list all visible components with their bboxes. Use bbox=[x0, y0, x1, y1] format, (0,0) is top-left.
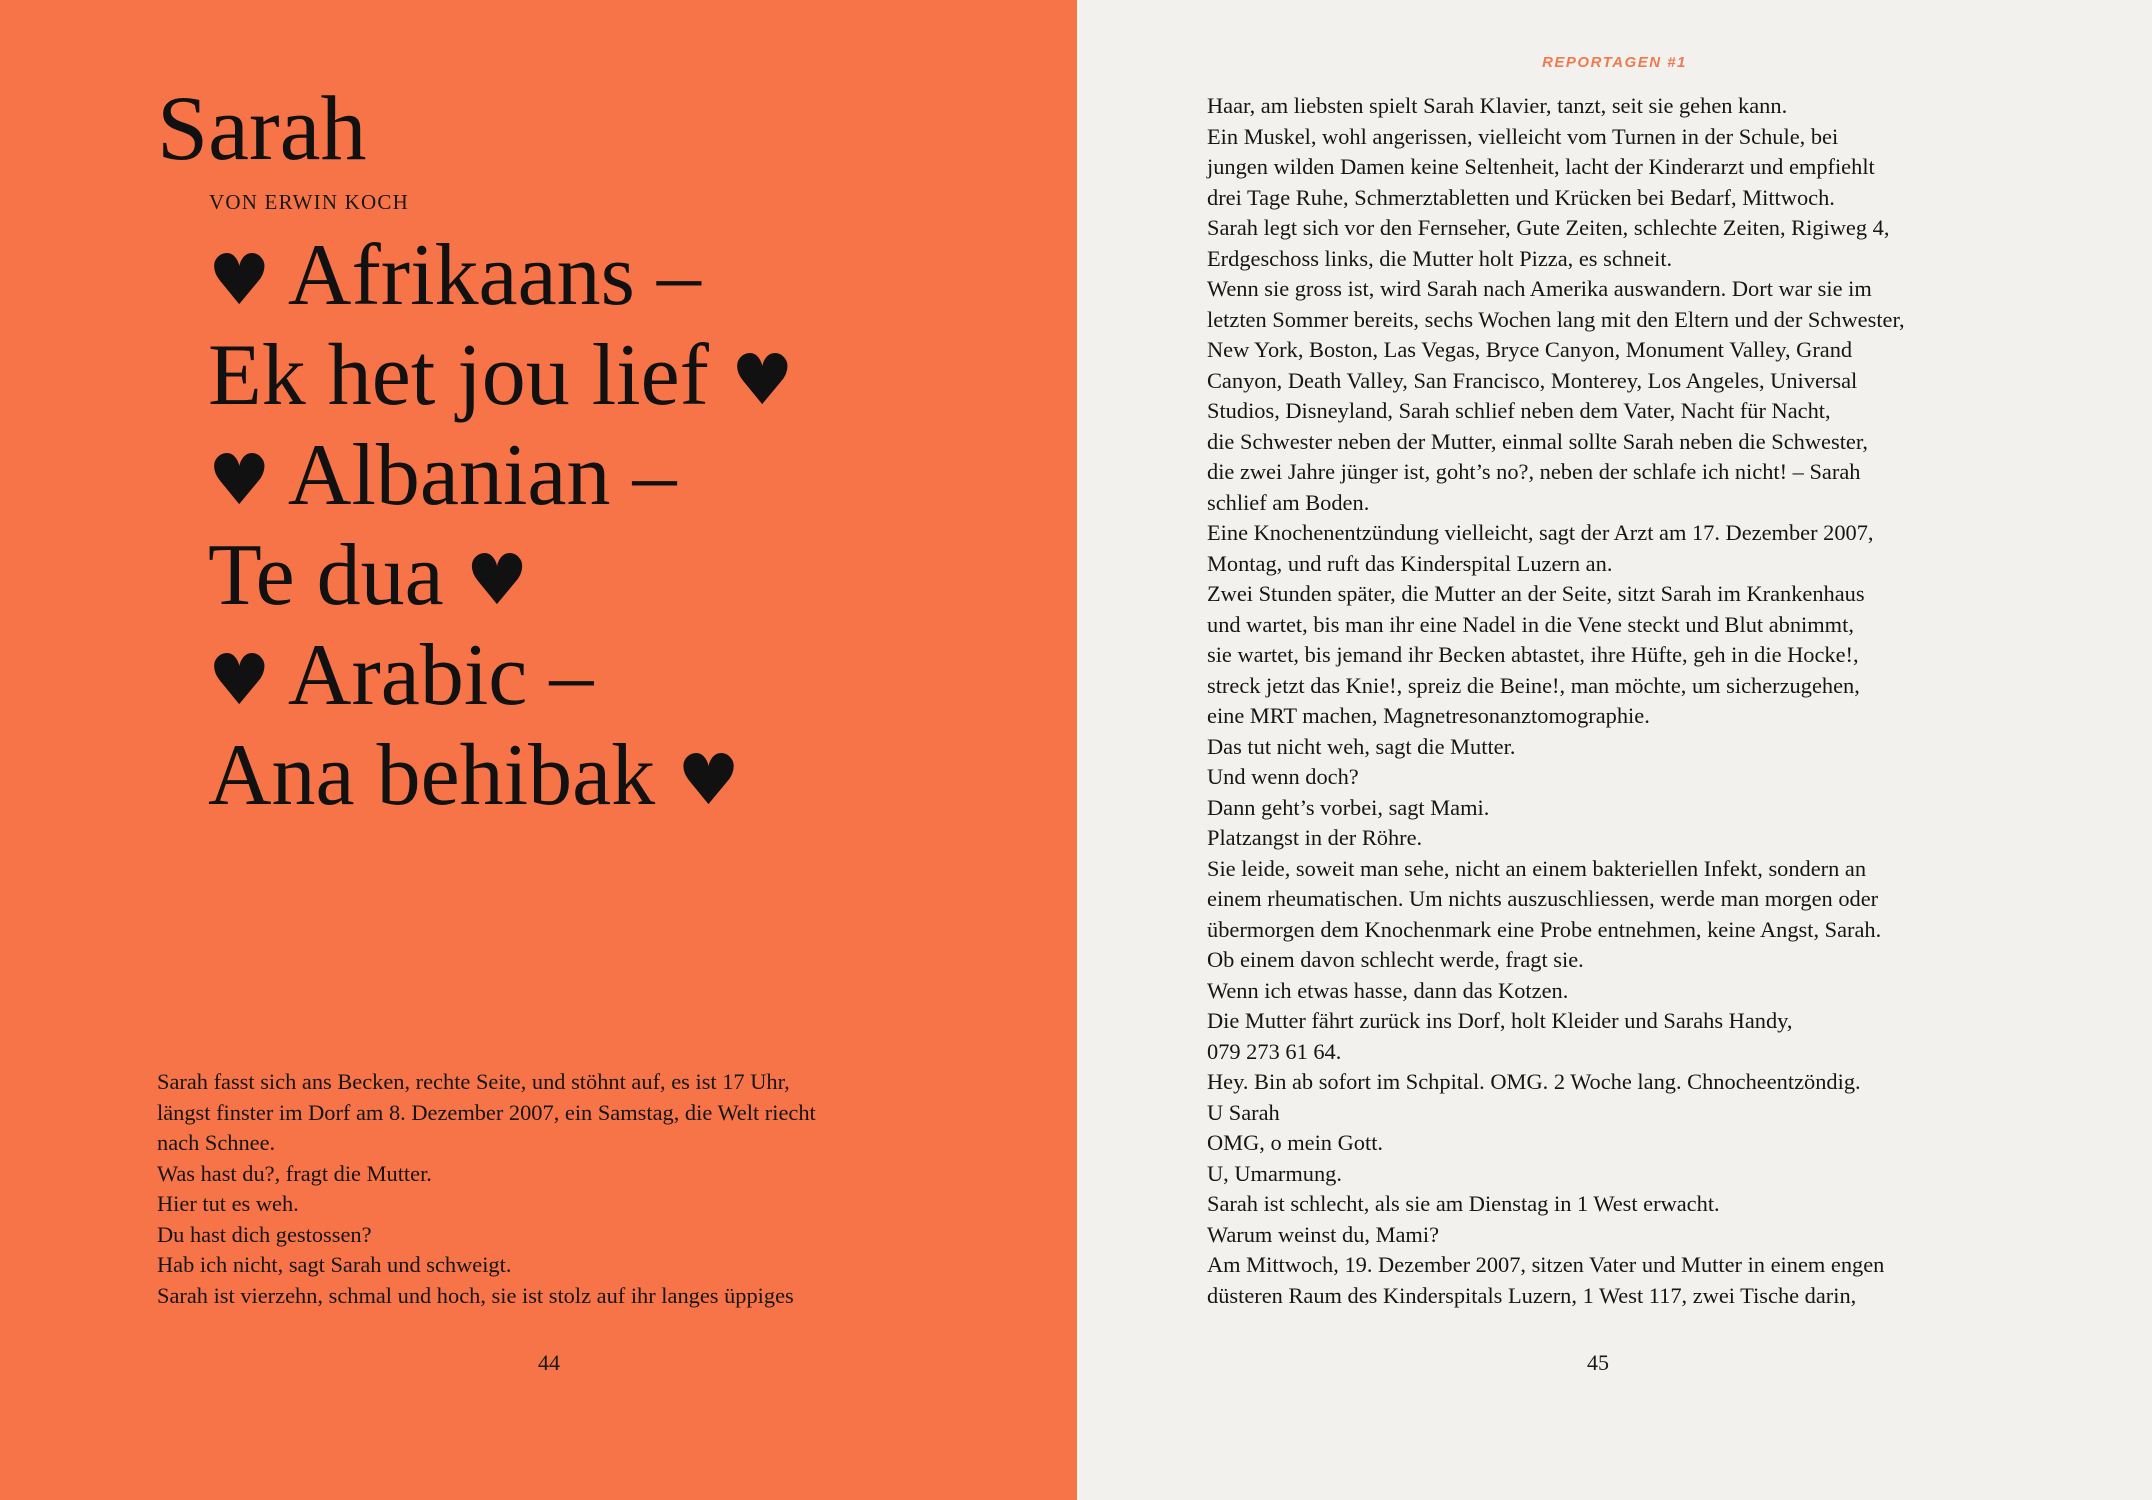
heart-icon: ♥ bbox=[677, 739, 740, 821]
text-line: Canyon, Death Valley, San Francisco, Monterey, Los Angeles, Universal bbox=[1207, 367, 1858, 393]
page-number-right: 45 bbox=[1587, 1350, 1609, 1375]
text-line: Sarah fasst sich ans Becken, rechte Seite, und stöhnt auf, es ist 17 Uhr, bbox=[157, 1069, 790, 1094]
text-line: düsteren Raum des Kinderspitals Luzern, 1 West 117, zwei Tische darin, bbox=[1207, 1282, 1857, 1308]
text-line: Was hast du?, fragt die Mutter. bbox=[157, 1160, 432, 1186]
body-text-left bbox=[157, 1067, 1037, 1311]
text-line: jungen wilden Damen keine Seltenheit, lacht der Kinderarzt und empfiehlt bbox=[1207, 154, 1875, 179]
text-line: sie wartet, bis jemand ihr Becken abtastet, ihre Hüfte, geh in die Hocke!, bbox=[1207, 642, 1859, 667]
heart-icon: ♥ bbox=[208, 439, 271, 521]
text-line: Warum weinst du, Mami? bbox=[1207, 1221, 1440, 1247]
love-line-text: Ek het jou lief bbox=[208, 327, 709, 424]
article-title: Sarah bbox=[157, 77, 367, 179]
text-line: Ein Muskel, wohl angerissen, vielleicht vom Turnen in der Schule, bei bbox=[1207, 123, 1839, 149]
text-line: U Sarah bbox=[1207, 1099, 1280, 1125]
text-line: Montag, und ruft das Kinderspital Luzern an. bbox=[1207, 550, 1613, 576]
text-line: Hier tut es weh. bbox=[157, 1191, 299, 1216]
text-line: Haar, am liebsten spielt Sarah Klavier, tanzt, seit sie gehen kann. bbox=[1207, 93, 1788, 118]
love-phrases bbox=[208, 228, 1068, 828]
text-line: die Schwester neben der Mutter, einmal sollte Sarah neben die Schwester, bbox=[1207, 428, 1869, 454]
text-line: Die Mutter fährt zurück ins Dorf, holt Kleider und Sarahs Handy, bbox=[1207, 1008, 1793, 1033]
text-line: längst finster im Dorf am 8. Dezember 2007, ein Samstag, die Welt riecht bbox=[157, 1099, 816, 1125]
text-line: Ob einem davon schlecht werde, fragt sie. bbox=[1207, 947, 1584, 972]
text-line: Hab ich nicht, sagt Sarah und schweigt. bbox=[157, 1252, 512, 1277]
text-line: drei Tage Ruhe, Schmerztabletten und Krücken bei Bedarf, Mittwoch. bbox=[1207, 184, 1835, 210]
heart-icon: ♥ bbox=[465, 539, 529, 621]
text-line: einem rheumatischen. Um nichts auszuschliessen, werde man morgen oder bbox=[1207, 886, 1879, 911]
text-line: U, Umarmung. bbox=[1207, 1160, 1342, 1186]
text-line: letzten Sommer bereits, sechs Wochen lang mit den Eltern und der Schwester, bbox=[1207, 306, 1905, 332]
love-line-text: Te dua bbox=[208, 527, 444, 624]
text-line: Das tut nicht weh, sagt die Mutter. bbox=[1207, 733, 1516, 759]
text-line: Sarah ist vierzehn, schmal und hoch, sie ist stolz auf ihr langes üppiges bbox=[157, 1282, 794, 1308]
text-line: Sarah ist schlecht, als sie am Dienstag in 1 West erwacht. bbox=[1207, 1191, 1720, 1216]
love-line-text: Afrikaans – bbox=[287, 227, 701, 324]
text-line: streck jetzt das Knie!, spreiz die Beine!, man möchte, um sicherzugehen, bbox=[1207, 672, 1860, 698]
love-line bbox=[208, 628, 1068, 728]
heart-icon: ♥ bbox=[208, 639, 271, 721]
heart-icon: ♥ bbox=[730, 339, 794, 421]
text-line: und wartet, bis man ihr eine Nadel in die Vene steckt und Blut abnimmt, bbox=[1207, 611, 1854, 637]
body-text-right bbox=[1207, 91, 2107, 1311]
text-line: New York, Boston, Las Vegas, Bryce Canyon, Monument Valley, Grand bbox=[1207, 337, 1853, 362]
text-line: eine MRT machen, Magnetresonanztomographie. bbox=[1207, 703, 1650, 728]
text-line: Du hast dich gestossen? bbox=[157, 1221, 372, 1247]
page-number-left: 44 bbox=[538, 1350, 560, 1375]
love-line bbox=[208, 228, 1068, 328]
text-line: schlief am Boden. bbox=[1207, 489, 1370, 515]
text-line: Sie leide, soweit man sehe, nicht an einem bakteriellen Infekt, sondern an bbox=[1207, 855, 1867, 881]
text-line: übermorgen dem Knochenmark eine Probe entnehmen, keine Angst, Sarah. bbox=[1207, 916, 1882, 942]
text-line: Sarah legt sich vor den Fernseher, Gute Zeiten, schlechte Zeiten, Rigiweg 4, bbox=[1207, 215, 1890, 240]
text-line: Und wenn doch? bbox=[1207, 764, 1359, 789]
running-head: REPORTAGEN #1 bbox=[1542, 54, 1687, 71]
text-line: Dann geht’s vorbei, sagt Mami. bbox=[1207, 794, 1490, 820]
text-line: Studios, Disneyland, Sarah schlief neben dem Vater, Nacht für Nacht, bbox=[1207, 398, 1831, 423]
text-line: die zwei Jahre jünger ist, goht’s no?, neben der schlafe ich nicht! – Sarah bbox=[1207, 459, 1861, 484]
love-line bbox=[208, 728, 1068, 828]
love-line bbox=[208, 528, 1068, 628]
text-line: Erdgeschoss links, die Mutter holt Pizza, es schneit. bbox=[1207, 245, 1673, 271]
text-line: Platzangst in der Röhre. bbox=[1207, 825, 1423, 850]
text-line: 079 273 61 64. bbox=[1207, 1038, 1342, 1064]
love-line-text: Arabic – bbox=[287, 627, 594, 724]
text-line: Wenn ich etwas hasse, dann das Kotzen. bbox=[1207, 977, 1569, 1003]
text-line: Wenn sie gross ist, wird Sarah nach Amerika auswandern. Dort war sie im bbox=[1207, 276, 1872, 301]
text-line: nach Schnee. bbox=[157, 1130, 276, 1155]
text-line: Am Mittwoch, 19. Dezember 2007, sitzen Vater und Mutter in einem engen bbox=[1207, 1252, 1885, 1277]
text-line: Zwei Stunden später, die Mutter an der Seite, sitzt Sarah im Krankenhaus bbox=[1207, 581, 1865, 606]
text-line: Hey. Bin ab sofort im Schpital. OMG. 2 Woche lang. Chnocheentzöndig. bbox=[1207, 1069, 1861, 1094]
love-line-text: Ana behibak bbox=[208, 727, 656, 824]
text-line: Eine Knochenentzündung vielleicht, sagt der Arzt am 17. Dezember 2007, bbox=[1207, 520, 1874, 545]
love-line-text: Albanian – bbox=[287, 427, 677, 524]
heart-icon: ♥ bbox=[208, 239, 271, 321]
love-line bbox=[208, 328, 1068, 428]
byline: VON ERWIN KOCH bbox=[209, 190, 409, 214]
right-page bbox=[1077, 0, 2152, 1500]
love-line bbox=[208, 428, 1068, 528]
text-line: OMG, o mein Gott. bbox=[1207, 1130, 1384, 1155]
